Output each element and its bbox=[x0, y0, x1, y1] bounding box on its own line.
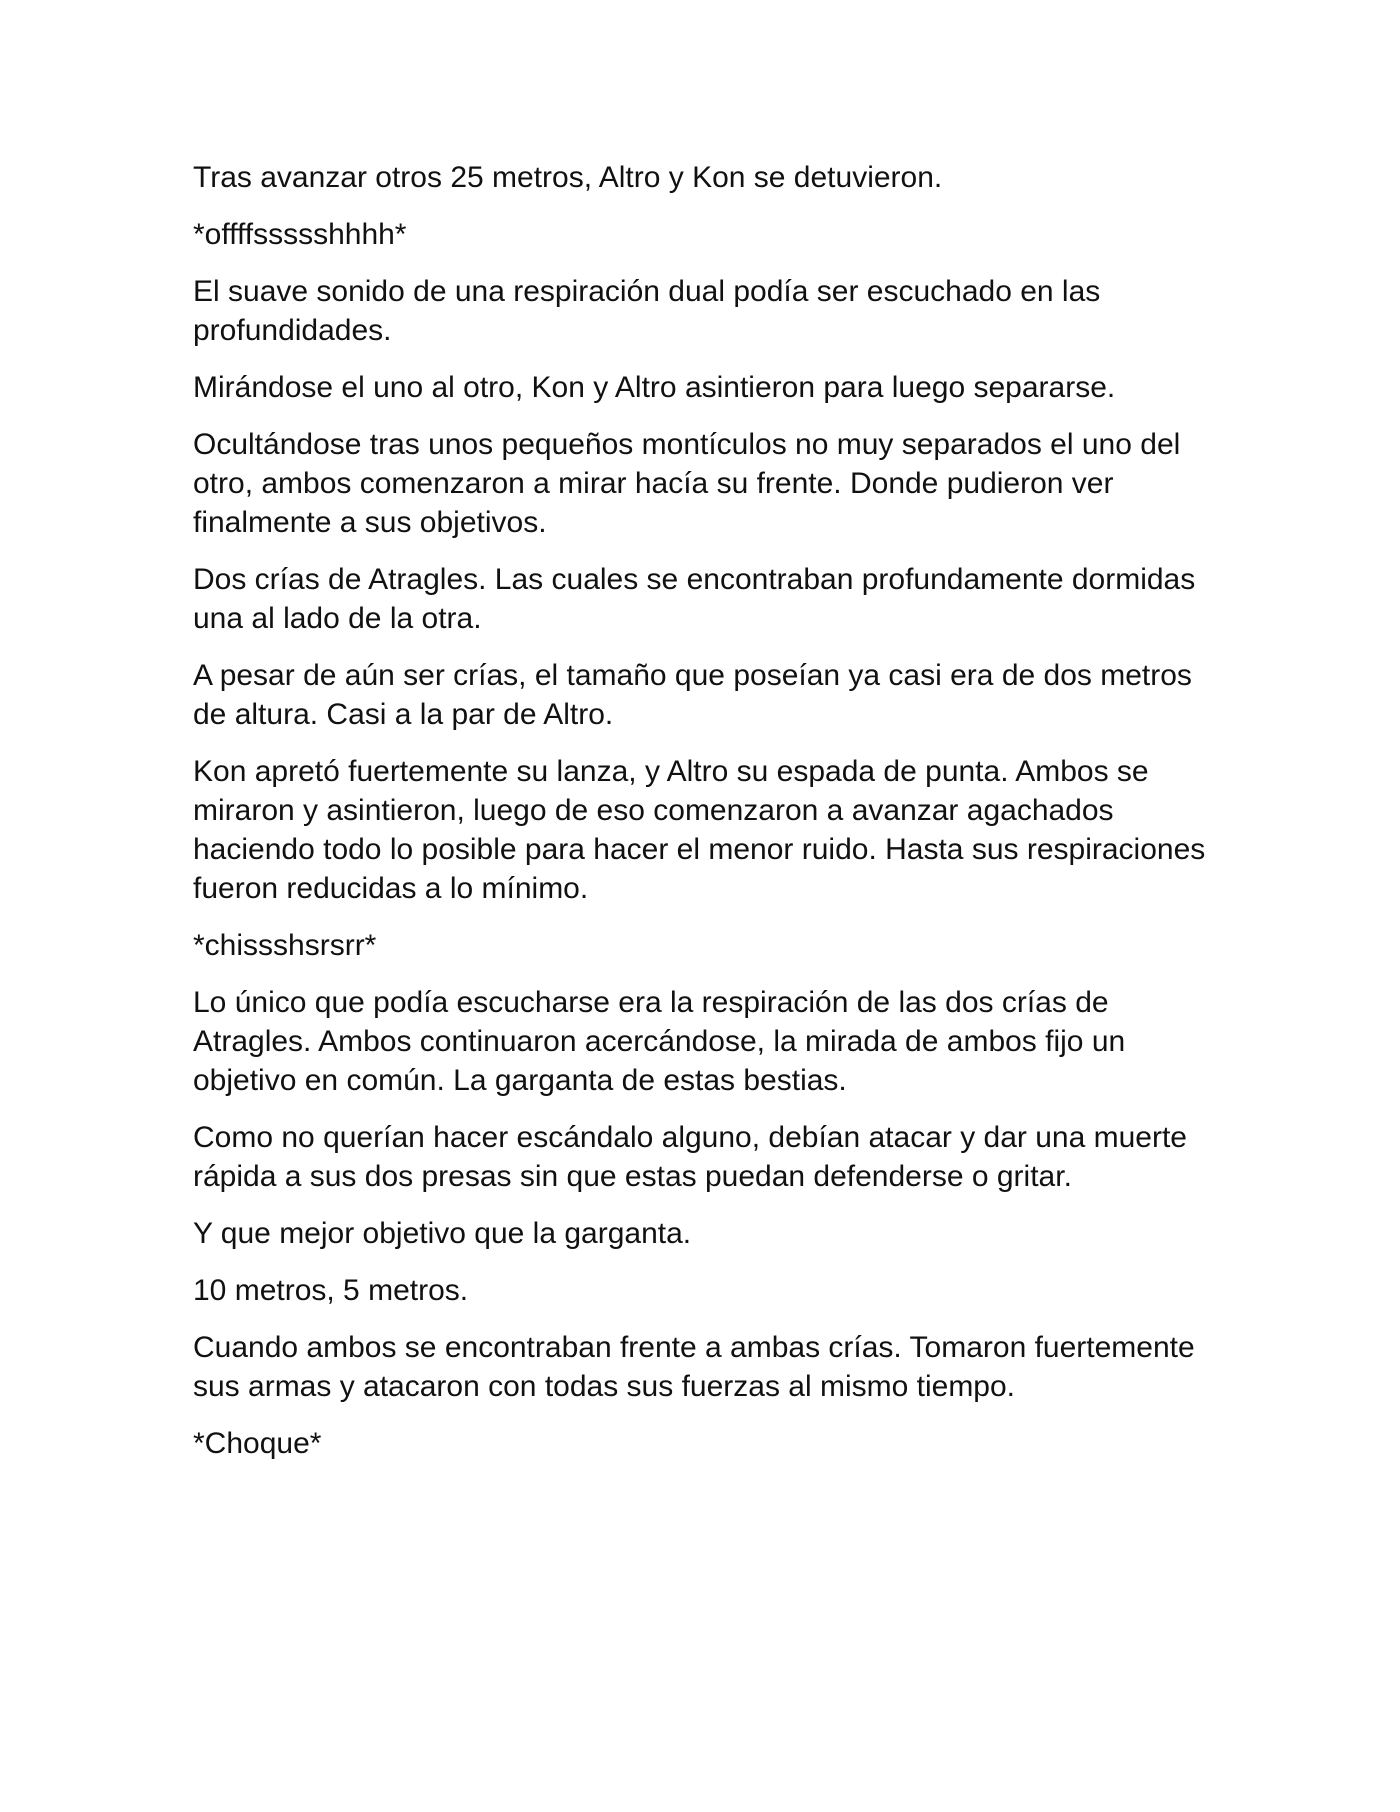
paragraph: Mirándose el uno al otro, Kon y Altro asintieron para luego separarse. bbox=[193, 371, 1116, 404]
paragraph: *Choque* bbox=[193, 1427, 322, 1460]
paragraph: *chissshsrsrr* bbox=[193, 929, 377, 962]
paragraph: Tras avanzar otros 25 metros, Altro y Kon se detuvieron. bbox=[193, 161, 943, 194]
paragraph: Como no querían hacer escándalo alguno, debían atacar y dar una muerte rápida a sus dos presas sin que estas puedan defenderse o gritar. bbox=[193, 1121, 1187, 1193]
paragraph: El suave sonido de una respiración dual podía ser escuchado en las profundidades. bbox=[193, 275, 1101, 347]
paragraph: Ocultándose tras unos pequeños montículos no muy separados el uno del otro, ambos comenzaron a mirar hacía su frente. Donde pudieron ver finalmente a sus objetivos. bbox=[193, 428, 1181, 539]
paragraph: 10 metros, 5 metros. bbox=[193, 1274, 469, 1307]
paragraph: *offffssssshhhh* bbox=[193, 218, 407, 251]
paragraph: A pesar de aún ser crías, el tamaño que poseían ya casi era de dos metros de altura. Casi a la par de Altro. bbox=[193, 659, 1192, 731]
paragraph: Lo único que podía escucharse era la respiración de las dos crías de Atragles. Ambos continuaron acercándose, la mirada de ambos fijo un objetivo en común. La garganta de estas bestias. bbox=[193, 986, 1126, 1097]
document-body bbox=[193, 158, 1213, 1481]
paragraph: Y que mejor objetivo que la garganta. bbox=[193, 1217, 692, 1250]
paragraph: Kon apretó fuertemente su lanza, y Altro su espada de punta. Ambos se miraron y asintieron, luego de eso comenzaron a avanzar agachados haciendo todo lo posible para hacer el menor ruido. Hasta sus respiraciones fueron reducidas a lo mínimo. bbox=[193, 755, 1206, 905]
paragraph: Cuando ambos se encontraban frente a ambas crías. Tomaron fuertemente sus armas y atacaron con todas sus fuerzas al mismo tiempo. bbox=[193, 1331, 1195, 1403]
paragraph: Dos crías de Atragles. Las cuales se encontraban profundamente dormidas una al lado de la otra. bbox=[193, 563, 1196, 635]
